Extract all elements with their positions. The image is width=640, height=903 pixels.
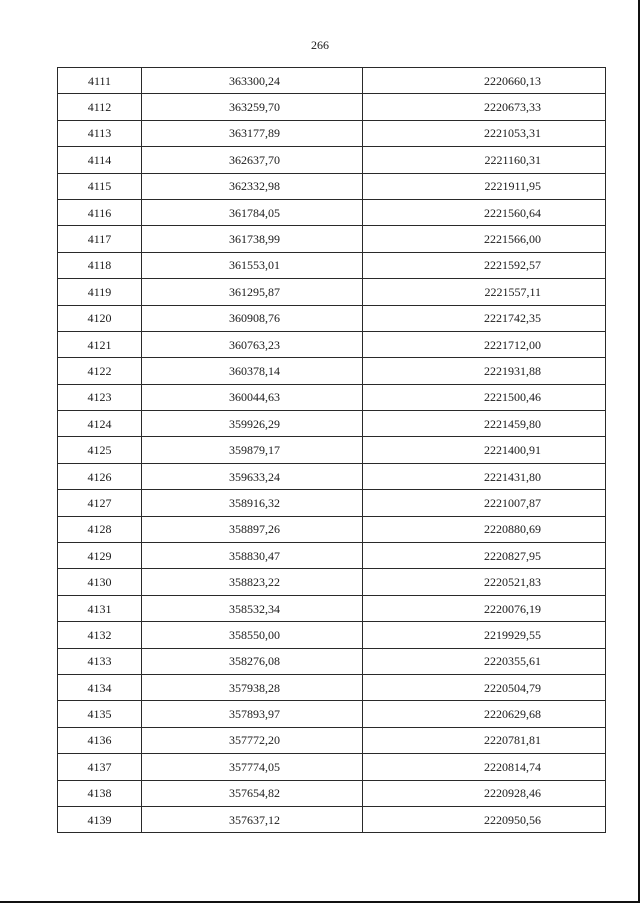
y-coordinate-cell: 2220827,95	[363, 543, 606, 569]
x-coordinate-cell: 360378,14	[142, 358, 363, 384]
x-coordinate-cell: 358823,22	[142, 569, 363, 595]
y-coordinate-cell: 2221557,11	[363, 279, 606, 305]
point-number-cell: 4120	[58, 305, 142, 331]
x-coordinate-cell: 360763,23	[142, 331, 363, 357]
x-coordinate-cell: 357637,12	[142, 806, 363, 832]
table-row	[58, 490, 606, 516]
y-coordinate-cell: 2221911,95	[363, 173, 606, 199]
table-row	[58, 648, 606, 674]
x-coordinate-cell: 358830,47	[142, 543, 363, 569]
table-row	[58, 463, 606, 489]
y-coordinate-cell: 2221160,31	[363, 147, 606, 173]
point-number-cell: 4121	[58, 331, 142, 357]
table-row	[58, 68, 606, 94]
table-row	[58, 199, 606, 225]
point-number-cell: 4123	[58, 384, 142, 410]
coordinates-table-body	[58, 68, 606, 833]
table-row	[58, 569, 606, 595]
x-coordinate-cell: 357654,82	[142, 780, 363, 806]
y-coordinate-cell: 2221007,87	[363, 490, 606, 516]
point-number-cell: 4117	[58, 226, 142, 252]
table-row	[58, 305, 606, 331]
x-coordinate-cell: 358550,00	[142, 622, 363, 648]
y-coordinate-cell: 2220521,83	[363, 569, 606, 595]
x-coordinate-cell: 358532,34	[142, 595, 363, 621]
point-number-cell: 4114	[58, 147, 142, 173]
y-coordinate-cell: 2220660,13	[363, 68, 606, 94]
point-number-cell: 4139	[58, 806, 142, 832]
table-row	[58, 120, 606, 146]
point-number-cell: 4126	[58, 463, 142, 489]
point-number-cell: 4118	[58, 252, 142, 278]
x-coordinate-cell: 357893,97	[142, 701, 363, 727]
point-number-cell: 4122	[58, 358, 142, 384]
table-row	[58, 595, 606, 621]
y-coordinate-cell: 2221400,91	[363, 437, 606, 463]
y-coordinate-cell: 2220355,61	[363, 648, 606, 674]
table-row	[58, 226, 606, 252]
x-coordinate-cell: 357772,20	[142, 727, 363, 753]
y-coordinate-cell: 2219929,55	[363, 622, 606, 648]
table-row	[58, 252, 606, 278]
point-number-cell: 4134	[58, 674, 142, 700]
point-number-cell: 4125	[58, 437, 142, 463]
y-coordinate-cell: 2220781,81	[363, 727, 606, 753]
point-number-cell: 4130	[58, 569, 142, 595]
table-row	[58, 147, 606, 173]
table-row	[58, 727, 606, 753]
x-coordinate-cell: 361784,05	[142, 199, 363, 225]
point-number-cell: 4113	[58, 120, 142, 146]
table-row	[58, 674, 606, 700]
y-coordinate-cell: 2220629,68	[363, 701, 606, 727]
point-number-cell: 4129	[58, 543, 142, 569]
point-number-cell: 4116	[58, 199, 142, 225]
coordinates-table	[57, 67, 606, 833]
y-coordinate-cell: 2221931,88	[363, 358, 606, 384]
y-coordinate-cell: 2221431,80	[363, 463, 606, 489]
x-coordinate-cell: 363300,24	[142, 68, 363, 94]
y-coordinate-cell: 2221560,64	[363, 199, 606, 225]
table-row	[58, 622, 606, 648]
y-coordinate-cell: 2220814,74	[363, 754, 606, 780]
table-row	[58, 701, 606, 727]
point-number-cell: 4138	[58, 780, 142, 806]
point-number-cell: 4111	[58, 68, 142, 94]
x-coordinate-cell: 358916,32	[142, 490, 363, 516]
point-number-cell: 4128	[58, 516, 142, 542]
x-coordinate-cell: 359879,17	[142, 437, 363, 463]
table-row	[58, 543, 606, 569]
y-coordinate-cell: 2221053,31	[363, 120, 606, 146]
table-row	[58, 331, 606, 357]
table-row	[58, 358, 606, 384]
table-row	[58, 94, 606, 120]
x-coordinate-cell: 361295,87	[142, 279, 363, 305]
x-coordinate-cell: 363177,89	[142, 120, 363, 146]
x-coordinate-cell: 359926,29	[142, 411, 363, 437]
x-coordinate-cell: 358897,26	[142, 516, 363, 542]
point-number-cell: 4132	[58, 622, 142, 648]
y-coordinate-cell: 2221712,00	[363, 331, 606, 357]
page-number: 266	[311, 38, 329, 52]
x-coordinate-cell: 359633,24	[142, 463, 363, 489]
y-coordinate-cell: 2220673,33	[363, 94, 606, 120]
x-coordinate-cell: 357938,28	[142, 674, 363, 700]
table-row	[58, 754, 606, 780]
y-coordinate-cell: 2221459,80	[363, 411, 606, 437]
point-number-cell: 4119	[58, 279, 142, 305]
y-coordinate-cell: 2221592,57	[363, 252, 606, 278]
x-coordinate-cell: 361738,99	[142, 226, 363, 252]
point-number-cell: 4131	[58, 595, 142, 621]
table-row	[58, 516, 606, 542]
table-row	[58, 173, 606, 199]
y-coordinate-cell: 2220928,46	[363, 780, 606, 806]
point-number-cell: 4124	[58, 411, 142, 437]
table-row	[58, 384, 606, 410]
y-coordinate-cell: 2221742,35	[363, 305, 606, 331]
x-coordinate-cell: 357774,05	[142, 754, 363, 780]
point-number-cell: 4133	[58, 648, 142, 674]
y-coordinate-cell: 2221566,00	[363, 226, 606, 252]
x-coordinate-cell: 360908,76	[142, 305, 363, 331]
x-coordinate-cell: 358276,08	[142, 648, 363, 674]
table-row	[58, 411, 606, 437]
x-coordinate-cell: 362637,70	[142, 147, 363, 173]
table-row	[58, 279, 606, 305]
x-coordinate-cell: 363259,70	[142, 94, 363, 120]
y-coordinate-cell: 2221500,46	[363, 384, 606, 410]
table-row	[58, 437, 606, 463]
point-number-cell: 4127	[58, 490, 142, 516]
point-number-cell: 4112	[58, 94, 142, 120]
table-row	[58, 806, 606, 832]
point-number-cell: 4115	[58, 173, 142, 199]
x-coordinate-cell: 362332,98	[142, 173, 363, 199]
y-coordinate-cell: 2220504,79	[363, 674, 606, 700]
x-coordinate-cell: 360044,63	[142, 384, 363, 410]
point-number-cell: 4136	[58, 727, 142, 753]
y-coordinate-cell: 2220950,56	[363, 806, 606, 832]
point-number-cell: 4137	[58, 754, 142, 780]
point-number-cell: 4135	[58, 701, 142, 727]
y-coordinate-cell: 2220880,69	[363, 516, 606, 542]
x-coordinate-cell: 361553,01	[142, 252, 363, 278]
y-coordinate-cell: 2220076,19	[363, 595, 606, 621]
table-row	[58, 780, 606, 806]
